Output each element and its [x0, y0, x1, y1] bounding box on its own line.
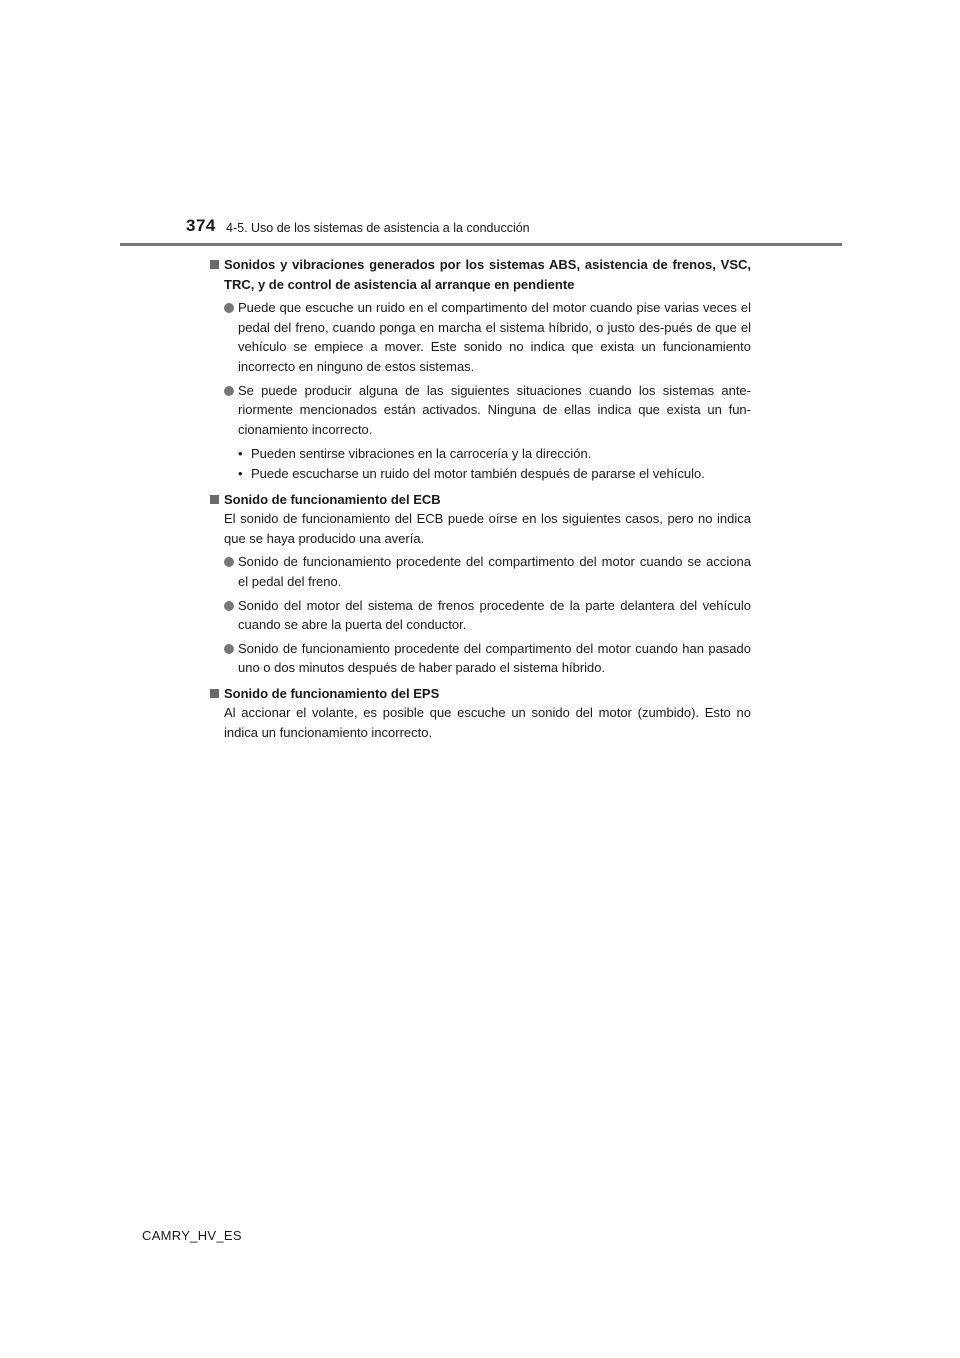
section-heading-text: Sonidos y vibraciones generados por los sistemas ABS, asistencia de frenos, VSC, TRC, y de control de asistencia al arranque en pendiente [224, 257, 751, 292]
list-item-text: Sonido de funcionamiento procedente del compartimento del motor cuando han pasado uno o dos minutos después de haber parado el sistema híbrido. [238, 640, 751, 676]
dot-bullet-icon: • [238, 446, 243, 462]
list-item-text: Sonido del motor del sistema de frenos procedente de la parte delantera del vehículo cuando se abre la puerta del conductor. [238, 597, 751, 633]
sub-list-item [238, 464, 751, 484]
section-heading [210, 684, 751, 704]
section-heading-text: Sonido de funcionamiento del EPS [224, 685, 440, 701]
list-item-text: Sonido de funcionamiento procedente del compartimento del motor cuando se acciona el pedal del freno. [238, 554, 751, 589]
square-bullet-icon [210, 495, 219, 504]
section-heading [210, 255, 751, 294]
header-rule [120, 243, 842, 246]
sub-list-item-text: Puede escucharse un ruido del motor también después de pararse el vehículo. [251, 465, 705, 481]
circle-bullet-icon [224, 601, 234, 611]
page-number: 374 [186, 216, 216, 235]
circle-bullet-icon [224, 644, 234, 654]
footer-doc-code: CAMRY_HV_ES [142, 1228, 242, 1243]
square-bullet-icon [210, 260, 219, 269]
circle-bullet-icon [224, 557, 234, 567]
section-heading [210, 490, 751, 510]
content [210, 255, 751, 743]
circle-bullet-icon [224, 303, 234, 313]
section-heading-text: Sonido de funcionamiento del ECB [224, 491, 441, 507]
section-intro: El sonido de funcionamiento del ECB puede oírse en los siguientes casos, pero no indica que se haya producido una avería. [224, 511, 751, 546]
list-item [210, 639, 751, 678]
dot-bullet-icon: • [238, 465, 243, 481]
list-item-text: Se puede producir alguna de las siguientes situaciones cuando los sistemas ante-riormente mencionados están activados. Ninguna de ellas indica que exista un fun-cionamiento incorrecto. [238, 382, 751, 437]
square-bullet-icon [210, 689, 219, 698]
sub-list [210, 444, 751, 483]
list-item [210, 381, 751, 440]
circle-bullet-icon [224, 386, 234, 396]
list-item [210, 552, 751, 591]
list-item-text: Puede que escuche un ruido en el compartimento del motor cuando pise varias veces el pedal del freno, cuando ponga en marcha el sistema híbrido, o justo des-pués de que el vehículo se empiece a mover. Este sonido no indica que exista un funcionamiento incorrecto en ninguno de estos sistemas. [238, 300, 751, 374]
section-title: 4-5. Uso de los sistemas de asistencia a la conducción [226, 221, 530, 235]
sub-list-item [238, 444, 751, 464]
list-item [210, 596, 751, 635]
section-intro: Al accionar el volante, es posible que escuche un sonido del motor (zumbido). Esto no indica un funcionamiento incorrecto. [224, 705, 751, 741]
sub-list-item-text: Pueden sentirse vibraciones en la carrocería y la dirección. [251, 446, 592, 462]
list-item [210, 298, 751, 376]
